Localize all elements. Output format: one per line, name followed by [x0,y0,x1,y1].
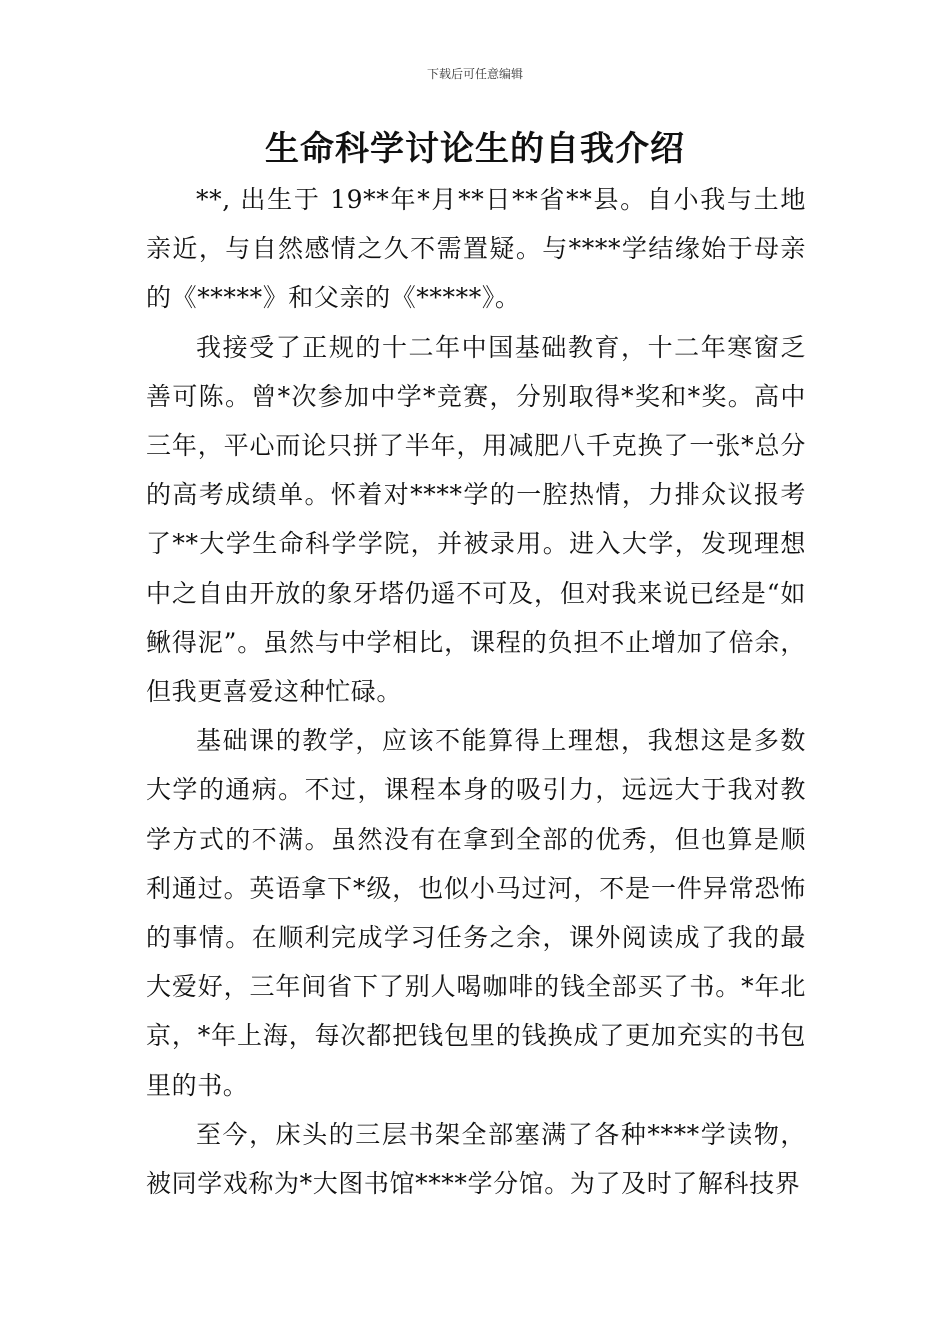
document-title: 生命科学讨论生的自我介绍 [265,129,685,169]
document-body [146,175,806,1208]
header-note: 下载后可任意编辑 [426,67,523,81]
paragraph-education: 我接受了正规的十二年中国基础教育，十二年寒窗乏善可陈。曾*次参加中学*竞赛，分别取得*奖和*奖。高中三年，平心而论只拼了半年，用减肥八千克换了一张*总分的高考成绩单。怀着对****学的一腔热情，力排众议报考了**大学生命科学学院，并被录用。进入大学，发现理想中之自由开放的象牙塔仍遥不可及，但对我来说已经是“如鳅得泥”。虽然与中学相比，课程的负担不止增加了倍余，但我更喜爱这种忙碌。 [146,332,806,707]
paragraph-coursework: 基础课的教学，应该不能算得上理想，我想这是多数大学的通病。不过，课程本身的吸引力，远远大于我对教学方式的不满。虽然没有在拿到全部的优秀，但也算是顺利通过。英语拿下*级，也似小马过河，不是一件异常恐怖的事情。在顺利完成学习任务之余，课外阅读成了我的最大爱好，三年间省下了别人喝咖啡的钱全部买了书。*年北京，*年上海，每次都把钱包里的钱换成了更加充实的书包里的书。 [146,726,806,1100]
paragraph-bookshelf: 至今，床头的三层书架全部塞满了各种****学读物，被同学戏称为*大图书馆****学分馆。为了及时了解科技界 [146,1119,806,1199]
paragraph-intro: **, 出生于 19**年*月**日**省**县。自小我与土地亲近，与自然感情之久不需置疑。与****学结缘始于母亲的《*****》和父亲的《*****》。 [146,185,806,313]
